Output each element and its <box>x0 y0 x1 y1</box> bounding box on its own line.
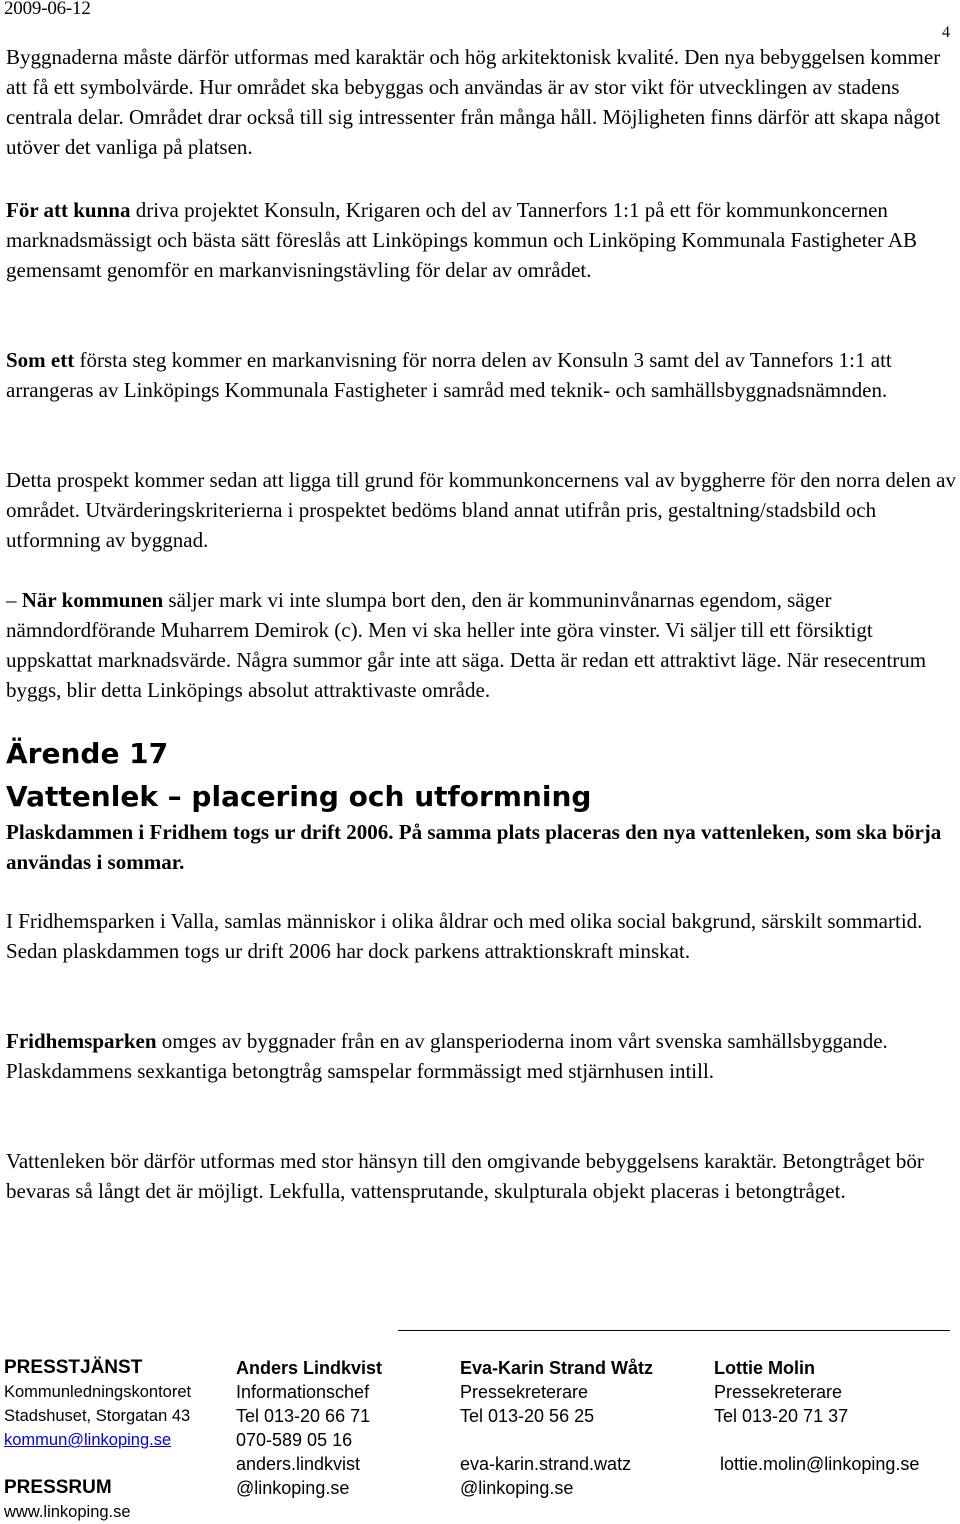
contact-email-local: anders.lindkvist <box>236 1454 361 1474</box>
footer-contact-molin <box>714 1356 919 1476</box>
paragraph-fridhemsparken-intro: I Fridhemsparken i Valla, samlas människor i olika åldrar och med olika social bakgrund, särskilt sommartid. Sedan plaskdammen togs ur drift 2006 har dock parkens attraktionskraft minskat. <box>6 909 923 963</box>
lead-in-bold: Fridhemsparken <box>6 1029 157 1053</box>
lead-in-bold: Som ett <box>6 348 75 372</box>
quote-dash: – <box>6 588 22 612</box>
footer-contact-lindkvist <box>236 1356 382 1500</box>
paragraph-first-step <box>6 345 956 405</box>
contact-name: Eva-Karin Strand Wåtz <box>460 1358 654 1378</box>
paragraph-architecture: Byggnaderna måste därför utformas med karaktär och hög arkitektonisk kvalité. Den nya bebyggelsen kommer att få ett symbolvärde. Hur området ska bebyggas och användas är av stor vikt för utvecklingen av stadens centrala delar. Området drar också till sig intressenter från många håll. Möjligheten finns därför att skapa något utöver det vanliga på platsen. <box>6 45 941 159</box>
contact-email-domain: @linkoping.se <box>236 1478 350 1498</box>
contact-email: lottie.molin@linkoping.se <box>720 1454 920 1474</box>
paragraph-text: driva projektet Konsuln, Krigaren och del av Tannerfors 1:1 på ett för kommunkoncernen marknadsmässigt och bästa sätt föreslås att Linköpings kommun och Linköping Kommunala Fastigheter AB gemensamt genomför en markanvisningstävling för delar av området. <box>6 198 918 282</box>
footer-contact-strand-watz <box>460 1356 653 1500</box>
paragraph-prospect: Detta prospekt kommer sedan att ligga till grund för kommunkoncernens val av byggherre för den norra delen av området. Utvärderingskriterierna i prospektet bedöms bland annat utifrån pris, gestaltning/stadsbild och utformning av byggnad. <box>6 468 956 552</box>
press-room-title: PRESSRUM <box>4 1477 112 1498</box>
contact-mobile: 070-589 05 16 <box>236 1430 353 1450</box>
paragraph-quote <box>6 585 956 705</box>
paragraph-design: Vattenleken bör därför utformas med stor hänsyn till den omgivande bebyggelsens karaktär. Betongtråget bör bevaras så långt det är möjligt. Lekfulla, vattensprutande, skulpturala objekt placeras i betongtråget. <box>6 1149 924 1203</box>
contact-name: Lottie Molin <box>714 1358 815 1378</box>
section-heading-title: Vattenlek – placering och utformning <box>6 780 592 813</box>
lead-in-bold: För att kunna <box>6 198 131 222</box>
paragraph-text: omges av byggnader från en av glansperioderna inom vårt svenska samhällsbyggande. Plaskdammens sexkantiga betongtråg samspelar formmässigt med stjärnhusen intill. <box>6 1029 888 1083</box>
page-number: 4 <box>942 24 950 41</box>
office-address: Stadshuset, Storgatan 43 <box>4 1407 191 1425</box>
lead-in-bold: När kommunen <box>21 588 164 612</box>
footer-press-service <box>4 1356 191 1524</box>
press-service-title: PRESSTJÄNST <box>4 1357 143 1378</box>
document-date: 2009-06-12 <box>4 0 91 19</box>
contact-email-local: eva-karin.strand.watz <box>460 1454 632 1474</box>
contact-phone: Tel 013-20 66 71 <box>236 1406 371 1426</box>
website-link[interactable]: www.linkoping.se <box>4 1503 131 1521</box>
contact-name: Anders Lindkvist <box>236 1358 383 1378</box>
contact-role: Pressekreterare <box>714 1382 843 1402</box>
contact-role: Informationschef <box>236 1382 370 1402</box>
paragraph-text: första steg kommer en markanvisning för norra delen av Konsuln 3 samt del av Tannefors 1:1 att arrangeras av Linköpings Kommunala Fastigheter i samråd med teknik- och samhällsbyggnadsnämnden. <box>6 348 892 402</box>
section-lead: Plaskdammen i Fridhem togs ur drift 2006. På samma plats placeras den nya vattenleken, som ska börja användas i sommar. <box>6 820 942 874</box>
contact-phone: Tel 013-20 71 37 <box>714 1406 849 1426</box>
contact-phone: Tel 013-20 56 25 <box>460 1406 595 1426</box>
contact-role: Pressekreterare <box>460 1382 589 1402</box>
footer-divider <box>398 1330 950 1331</box>
paragraph-text: säljer mark vi inte slumpa bort den, den är kommuninvånarnas egendom, säger nämndordförande Muharrem Demirok (c). Men vi ska heller inte göra vinster. Vi säljer till ett försiktigt uppskattat marknadsvärde. Några summor går inte att säga. Detta är redan ett attraktivt läge. När resecentrum byggs, blir detta Linköpings absolut attraktivaste område. <box>6 588 927 702</box>
paragraph-competition <box>6 195 956 285</box>
section-heading-number: Ärende 17 <box>6 737 169 770</box>
office-name: Kommunledningskontoret <box>4 1383 192 1401</box>
contact-email-domain: @linkoping.se <box>460 1478 574 1498</box>
paragraph-fridhemsparken <box>6 1026 956 1086</box>
press-email-link[interactable]: kommun@linkoping.se <box>4 1431 172 1449</box>
